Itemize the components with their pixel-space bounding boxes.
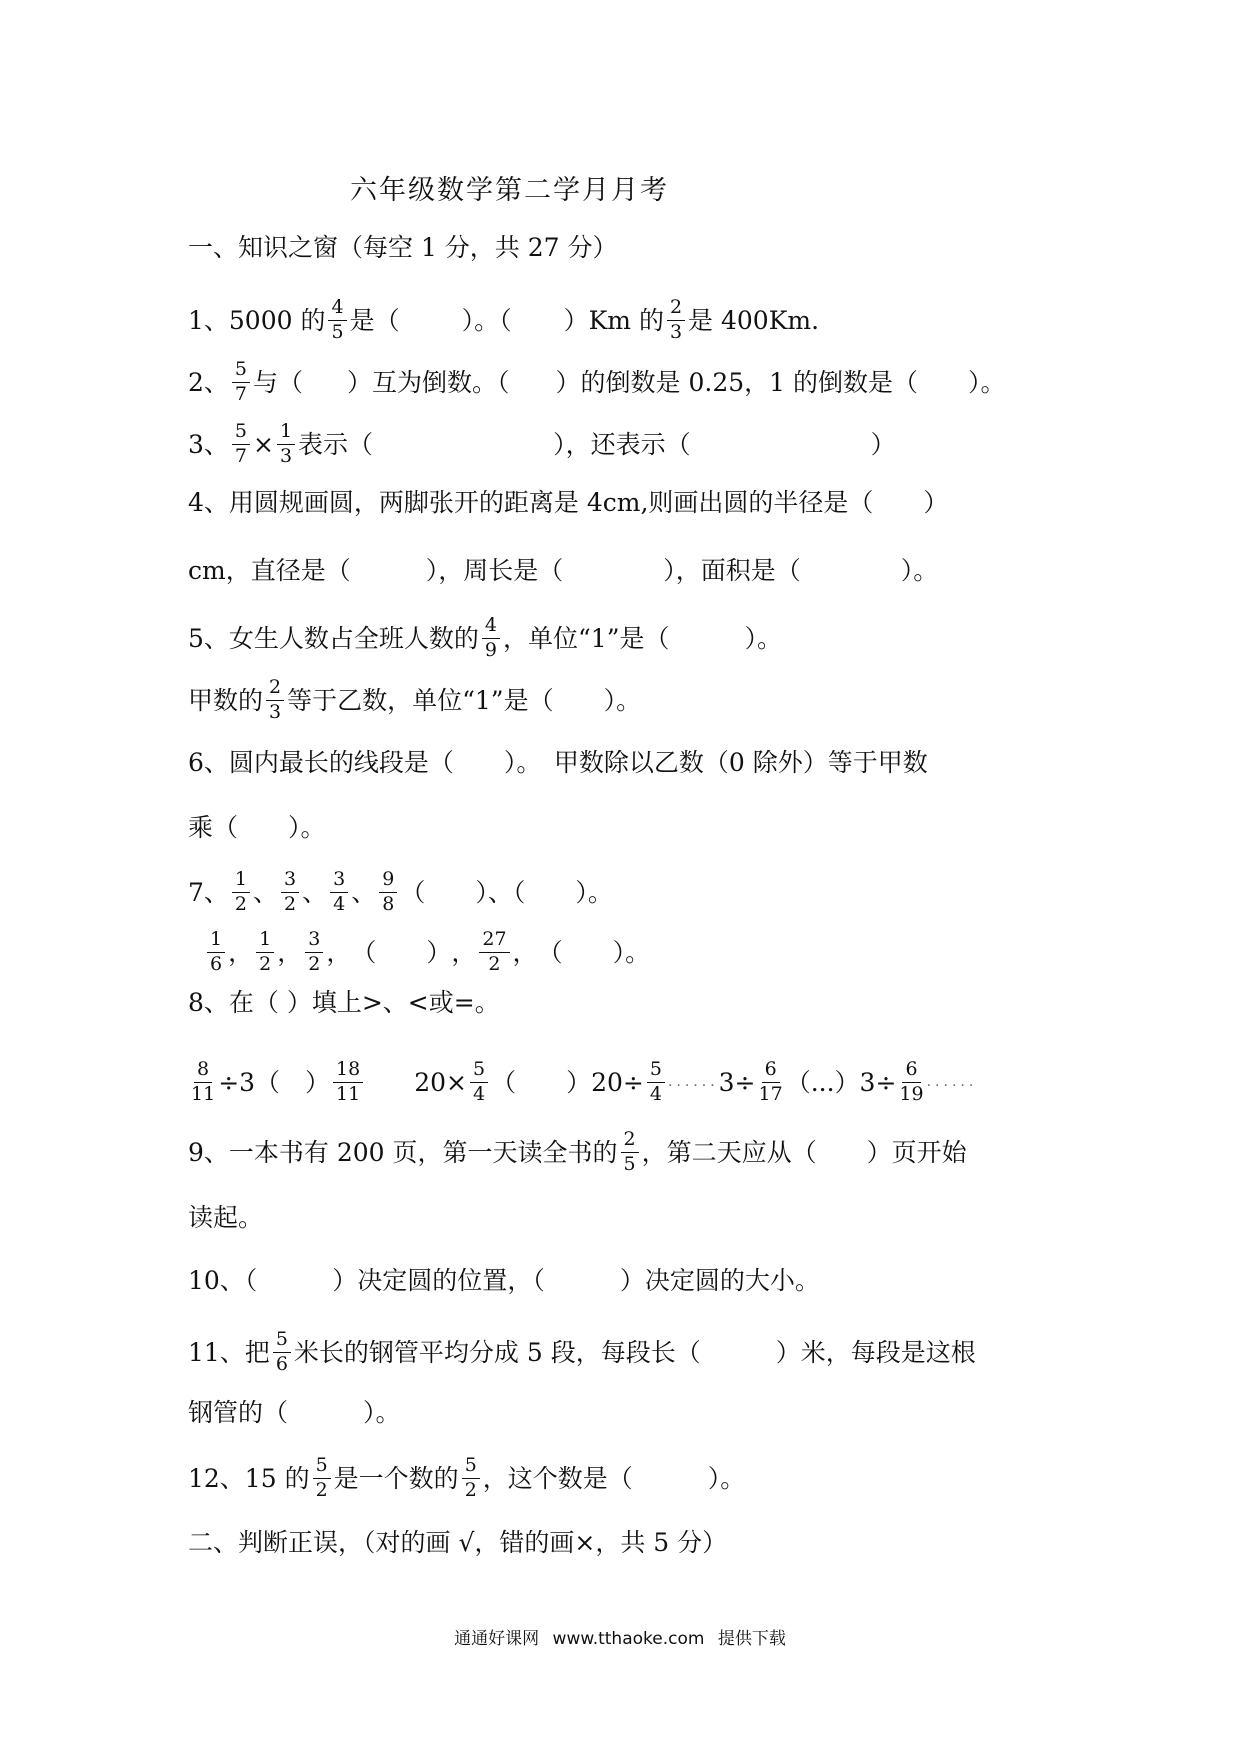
q12-text-c: ，这个数是（ ）。	[482, 1463, 746, 1493]
question-11-line-2: 钢管的（ ）。	[188, 1398, 401, 1427]
q11-text-a: 11、把	[188, 1337, 270, 1367]
question-6-line-1: 6、圆内最长的线段是（ ）。 甲数除以乙数（0 除外）等于甲数	[188, 748, 928, 777]
q7-fraction-6: $\frac{1}{2}$	[256, 930, 274, 975]
question-10: 10、（ ）决定圆的位置，（ ）决定圆的大小。	[188, 1266, 820, 1295]
q8-fraction-1: $\frac{8}{11}$	[191, 1058, 216, 1105]
q9-text-a: 9、一本书有 200 页，第一天读全书的	[188, 1137, 618, 1167]
q8-fraction-6: $\frac{6}{19}$	[899, 1058, 924, 1105]
q5-text-d: 等于乙数，单位“1”是（ ）。	[287, 685, 642, 715]
q5-text-c: 甲数的	[188, 685, 264, 715]
times-sign: ×	[253, 429, 274, 459]
question-4-line-2: cm，直径是（ ），周长是（ ），面积是（ ）。	[188, 556, 939, 585]
q11-text-b: 米长的钢管平均分成 5 段，每段长（ ）米，每段是这根	[293, 1337, 976, 1367]
question-3	[188, 422, 896, 467]
question-2	[188, 360, 1006, 405]
question-11-line-1	[188, 1330, 976, 1375]
q5-text-b: ，单位“1”是（ ）。	[503, 623, 782, 653]
q8-fraction-4: $\frac{5}{4}$	[647, 1060, 665, 1105]
q1-text-e: 是 400Km.	[688, 305, 820, 335]
question-9-line-1	[188, 1130, 967, 1175]
section-2-heading: 二、判断正误，（对的画 √，错的画×，共 5 分）	[188, 1528, 728, 1557]
question-8-expressions: $\frac{8}{11}$ ÷3（ ） $\frac{18}{11}$ 20× $\frac{5}{4}$ （ ）20÷ $\frac{5}{4}$ ...... 3÷ $\frac{6}{17}$ （...）3÷ $\frac{6}{19}$ ......	[191, 1058, 978, 1105]
footer-url[interactable]: www.tthaoke.com	[552, 1629, 705, 1649]
q3-text-c: ），还表示（	[553, 429, 691, 459]
q7-tail-1: （ ）、（ ）。	[400, 877, 613, 907]
q9-fraction: $\frac{2}{5}$	[621, 1130, 639, 1175]
q3-text-a: 3、	[188, 429, 229, 459]
q5-fraction-2: $\frac{2}{3}$	[266, 678, 284, 723]
q12-fraction-1: $\frac{5}{2}$	[313, 1456, 331, 1501]
footer-note: 提供下载	[717, 1629, 786, 1649]
question-12	[188, 1456, 745, 1501]
q7-fraction-1: $\frac{1}{2}$	[232, 870, 250, 915]
q2-text-d: ）的倒数是 0.25，1 的倒数是（	[555, 367, 918, 397]
q7-fraction-4: $\frac{9}{8}$	[379, 870, 397, 915]
q7-fraction-3: $\frac{3}{4}$	[330, 870, 348, 915]
q1-text-b: 是（	[349, 305, 400, 335]
q1-fraction-1: $\frac{4}{5}$	[328, 298, 346, 343]
q2-text-a: 2、	[188, 367, 229, 397]
question-7-line-1: 7、 $\frac{1}{2}$ 、 $\frac{3}{2}$ 、 $\frac{3}{4}$ 、 $\frac{9}{8}$ （ ）、（ ）。	[188, 868, 613, 915]
question-8-heading: 8、在（ ）填上>、<或=。	[188, 988, 500, 1017]
dot-leader: ......	[667, 1074, 719, 1091]
footer	[0, 1624, 1240, 1649]
section-1-heading: 一、知识之窗（每空 1 分，共 27 分）	[188, 233, 618, 262]
q8-fraction-2: $\frac{18}{11}$	[333, 1060, 363, 1105]
q2-text-c: ）互为倒数。（	[347, 367, 510, 397]
q7-tail-2: （ ）。	[537, 937, 651, 967]
q7-fraction-7: $\frac{3}{2}$	[305, 930, 323, 975]
q8-fraction-5: $\frac{6}{17}$	[758, 1058, 783, 1105]
q12-fraction-2: $\frac{5}{2}$	[462, 1456, 480, 1501]
question-4-line-1: 4、用圆规画圆，两脚张开的距离是 4cm,则画出圆的半径是（ ）	[188, 488, 949, 517]
q3-fraction-2: $\frac{1}{3}$	[277, 422, 295, 467]
q5-fraction-1: $\frac{4}{9}$	[482, 616, 500, 661]
q2-text-b: 与（	[253, 367, 304, 397]
q12-text-b: 是一个数的	[333, 1463, 459, 1493]
question-5-line-1	[188, 616, 782, 661]
question-9-line-2: 读起。	[188, 1203, 264, 1232]
q3-fraction-1: $\frac{5}{7}$	[232, 422, 250, 467]
q11-fraction: $\frac{5}{6}$	[273, 1330, 291, 1375]
footer-site: 通通好课网	[454, 1629, 540, 1649]
question-6-line-2: 乘（ ）。	[188, 813, 326, 842]
q7-fraction-8: $\frac{27}{2}$	[479, 930, 509, 975]
q3-text-d: ）	[870, 429, 896, 459]
q1-fraction-2: $\frac{2}{3}$	[667, 298, 685, 343]
question-7-line-2: $\frac{1}{6}$ ， $\frac{1}{2}$ ， $\frac{3}{2}$ ， （ ） ， $\frac{27}{2}$ ， （ ）。	[204, 930, 650, 975]
q8-fraction-3: $\frac{5}{4}$	[470, 1060, 488, 1105]
q7-fraction-2: $\frac{3}{2}$	[281, 870, 299, 915]
q2-text-e: ）。	[968, 367, 1006, 397]
q3-text-b: 表示（	[298, 429, 374, 459]
q1-text-c: ）。（	[461, 305, 512, 335]
q12-text-a: 12、15 的	[188, 1463, 310, 1493]
q5-text-a: 5、女生人数占全班人数的	[188, 623, 479, 653]
question-5-line-2	[188, 678, 641, 723]
q1-text-a: 1、5000 的	[188, 305, 326, 335]
page-title: 六年级数学第二学月月考	[350, 175, 669, 206]
q7-text-a: 7、	[188, 877, 229, 907]
q9-text-b: ，第二天应从（ ）页开始	[641, 1137, 967, 1167]
q7-fraction-5: $\frac{1}{6}$	[207, 930, 225, 975]
q1-text-d: ）Km 的	[563, 305, 664, 335]
q2-fraction: $\frac{5}{7}$	[232, 360, 250, 405]
dot-leader: ......	[926, 1074, 978, 1091]
question-1	[188, 298, 819, 343]
